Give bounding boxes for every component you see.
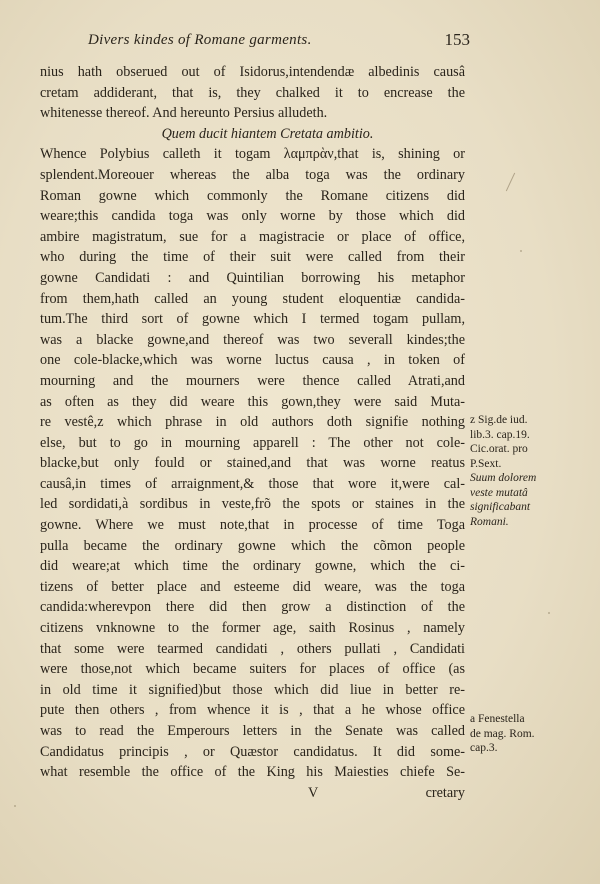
note-line: lib.3. cap.19.	[470, 428, 530, 441]
text-line: candida:wherevpon there did then grow a distinction of the	[40, 599, 465, 616]
text-line: pute then others , from whence it is , that a he whose office	[40, 702, 465, 719]
page-number: 153	[444, 30, 470, 49]
text-line: Candidatus principis , or Quæstor candidatus. It did some-	[40, 743, 465, 760]
note-line: cap.3.	[470, 742, 498, 754]
catchword: cretary	[425, 785, 465, 801]
text-line: was to read the Emperours letters in the Senate was called	[40, 723, 465, 739]
text-line: gowne. Where we must note,that in processe of time Toga	[40, 517, 465, 534]
text-line: splendent.Moreouer whereas the alba toga was the ordinary	[40, 166, 465, 183]
margin-note-z	[470, 413, 536, 529]
note-line: Cic.orat. pro	[470, 443, 528, 455]
ink-mark	[506, 173, 515, 192]
text-line: causâ,in times of arraignment,& those that wore it,were cal-	[40, 475, 465, 492]
text-line: citizens vnknowne to the former age, saith Rosinus , namely	[40, 620, 465, 637]
text-line: weare;this candida toga was only worne by those which did	[40, 208, 465, 225]
text-line: what resemble the office of the King his Maiesties chiefe Se-	[40, 764, 465, 781]
text-line: mourning and the mourners were thence called Atrati,and	[40, 372, 465, 389]
note-line: a Fenestella	[470, 713, 525, 725]
body-text	[40, 62, 465, 783]
text-line: re vestê,z which phrase in old authors doth signifie nothing	[40, 414, 465, 431]
text-line: tum.The third sort of gowne which I termed togam pullam,	[40, 311, 465, 328]
paper-speck	[548, 612, 550, 614]
note-line: veste mutatâ	[470, 486, 528, 499]
text-line: Roman gowne which commonly the Romane citizens did	[40, 187, 465, 204]
note-line: significabant	[470, 501, 531, 513]
text-line: who during the time of their suit were called from their	[40, 249, 465, 266]
text-line: in old time it signified)but those which did liue in better re-	[40, 681, 465, 698]
text-line: gowne Candidati : and Quintilian borrowing his metaphor	[40, 269, 465, 286]
text-line: nius hath obserued out of Isidorus,intendendæ albedinis causâ	[40, 64, 465, 80]
text-line: was a blacke gowne,and thereof was two severall kindes;the	[40, 331, 465, 348]
margin-note-a	[470, 712, 535, 756]
note-line: z Sig.de iud.	[470, 414, 528, 426]
running-head: Divers kindes of Romane garments.	[88, 32, 312, 48]
paper-speck	[520, 250, 522, 252]
note-line: de mag. Rom.	[470, 727, 535, 740]
text-line: Whence Polybius calleth it togam λαμπρὰν,that is, shining or	[40, 146, 465, 163]
text-line: as often as they did weare this gown,they were said Muta-	[40, 393, 465, 410]
text-line: that some were tearmed candidati , others pullati , Candidati	[40, 640, 465, 657]
text-line: whitenesse thereof. And hereunto Persius alludeth.	[40, 105, 328, 122]
text-line: did weare;at which time the ordinary gowne, which the ci-	[40, 558, 465, 575]
text-line: were those,not which became suiters for places of office (as	[40, 661, 465, 678]
note-line: P.Sext.	[470, 457, 502, 470]
page-footer	[40, 785, 465, 807]
text-line: else, but to go in mourning apparell : The other not cole-	[40, 434, 465, 451]
quoted-verse: Quem ducit hiantem Cretata ambitio.	[161, 125, 374, 142]
text-line: cretam addiderant, that is, they chalked it to encrease the	[40, 84, 465, 101]
text-line: ambire magistratum, sue for a magistracie or place of office,	[40, 228, 465, 245]
paper-speck	[14, 805, 16, 807]
page-header	[88, 30, 470, 54]
text-line: pulla became the ordinary gowne which the cõmon people	[40, 537, 465, 554]
note-line: Romani.	[470, 515, 509, 528]
text-line: from them,hath called an young student eloquentiæ candida-	[40, 290, 465, 307]
text-line: tizens of better place and esteeme did weare, was the toga	[40, 578, 465, 595]
text-line: blacke,but only fould or stained,and that was worne reatus	[40, 455, 465, 472]
note-line: Suum dolorem	[470, 472, 537, 484]
signature-mark: V	[308, 785, 319, 801]
text-line: led sordidati,à sordibus in veste,frõ the spots or staines in the	[40, 496, 465, 513]
text-line: one cole-blacke,which was worne luctus causa , in token of	[40, 352, 465, 369]
